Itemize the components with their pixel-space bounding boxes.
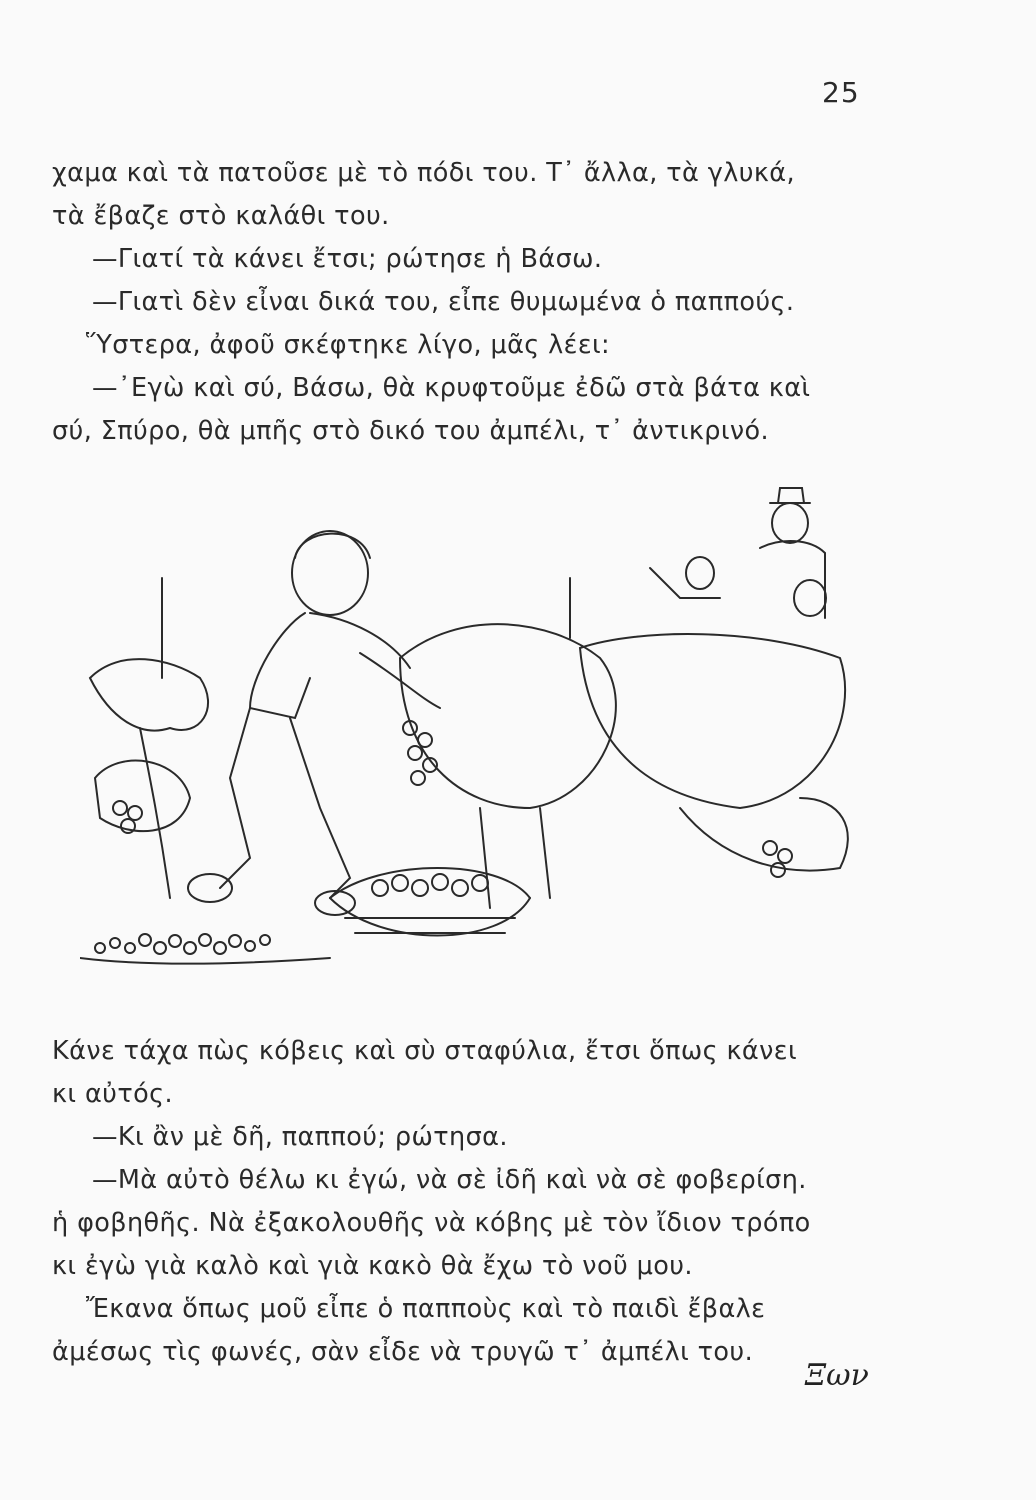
- text-line: —᾽Εγὼ καὶ σύ, Βάσω, θὰ κρυφτοῦμε ἐδῶ στὰ βάτα καὶ: [92, 373, 811, 403]
- text-line: κι αὐτός.: [52, 1079, 173, 1109]
- text-line: —Μὰ αὐτὸ θέλω κι ἐγώ, νὰ σὲ ἰδῆ καὶ νὰ σὲ φοβερίση.: [92, 1165, 807, 1195]
- vineyard-illustration-icon: [80, 478, 870, 978]
- paragraph-top: [52, 152, 902, 453]
- text-line: ἀμέσως τὶς φωνές, σὰν εἶδε νὰ τρυγῶ τ᾽ ἀμπέλι του.: [52, 1337, 754, 1367]
- text-line: τὰ ἔβαζε στὸ καλάθι του.: [52, 201, 390, 231]
- text-line: Ὕστερα, ἀφοῦ σκέφτηκε λίγο, μᾶς λέει:: [86, 330, 611, 360]
- text-line: —Γιατὶ δὲν εἶναι δικά του, εἶπε θυμωμένα ὁ παππούς.: [92, 287, 795, 317]
- text-line: Ἔκανα ὅπως μοῦ εἶπε ὁ παπποὺς καὶ τὸ παιδὶ ἔβαλε: [86, 1294, 766, 1324]
- text-line: —Κι ἂν μὲ δῆ, παππού; ρώτησα.: [92, 1122, 508, 1152]
- text-line: χαμα καὶ τὰ πατοῦσε μὲ τὸ πόδι του. Τ᾽ ἄλλα, τὰ γλυκά,: [52, 158, 796, 188]
- paragraph-bottom: [52, 1030, 902, 1374]
- illustrator-signature: Ξων: [805, 1358, 869, 1393]
- page-number: 25: [822, 76, 860, 109]
- text-line: —Γιατί τὰ κάνει ἔτσι; ρώτησε ἡ Βάσω.: [92, 244, 603, 274]
- text-line: σύ, Σπύρο, θὰ μπῆς στὸ δικό του ἀμπέλι, τ᾽ ἀντικρινό.: [52, 416, 770, 446]
- text-line: ἡ φοβηθῆς. Νὰ ἐξακολουθῆς νὰ κόβης μὲ τὸν ἴδιον τρόπο: [52, 1208, 811, 1238]
- text-line: κι ἐγὼ γιὰ καλὸ καὶ γιὰ κακὸ θὰ ἔχω τὸ νοῦ μου.: [52, 1251, 693, 1281]
- text-line: Κάνε τάχα πὼς κόβεις καὶ σὺ σταφύλια, ἔτσι ὅπως κάνει: [52, 1036, 797, 1066]
